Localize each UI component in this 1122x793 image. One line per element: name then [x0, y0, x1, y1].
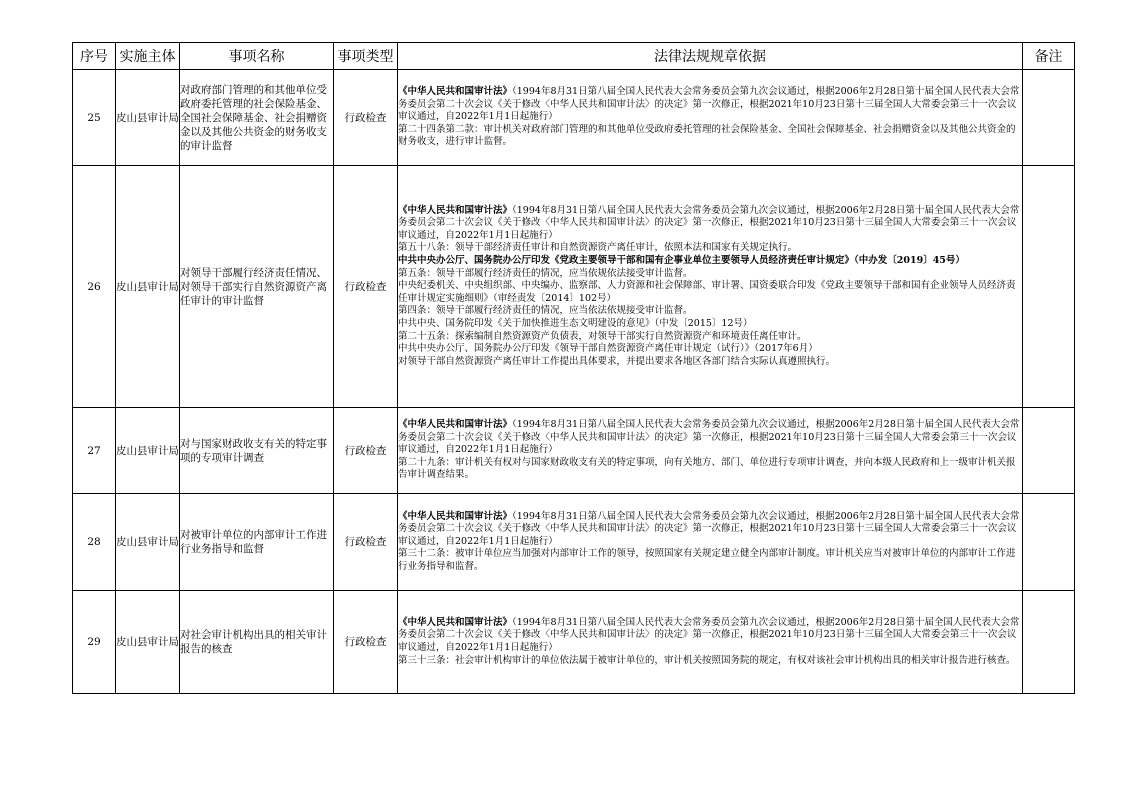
row-body: 皮山县审计局 — [116, 70, 180, 166]
row-basis — [398, 591, 1023, 694]
regulation-title: 中共中央办公厅、国务院办公厅印发《党政主要领导干部和国有企事业单位主要领导人员经济责任审计规定》（中办发〔2019〕45号） — [398, 255, 965, 267]
table-row — [73, 70, 1075, 166]
audit-items-table — [72, 42, 1075, 694]
row-basis — [398, 494, 1023, 591]
row-type: 行政检查 — [334, 408, 398, 494]
law-history: （1994年8月31日第八届全国人民代表大会常务委员会第九次会议通过，根据2006年2月28日第十届全国人民代表大会常务委员会第二十次会议《关于修改〈中华人民共和国审计法〉的决定》第一次修正，根据2021年10月23日第十三届全国人大常委会第三十一次会议审议通过，自2022年1月1日起施行） — [398, 616, 1020, 653]
row-body: 皮山县审计局 — [116, 591, 180, 694]
row-seq: 29 — [73, 591, 116, 694]
header-row — [73, 43, 1075, 70]
law-citation — [398, 419, 1022, 457]
row-seq: 28 — [73, 494, 116, 591]
law-history: （1994年8月31日第八届全国人民代表大会常务委员会第九次会议通过，根据2006年2月28日第十届全国人民代表大会常务委员会第二十次会议《关于修改〈中华人民共和国审计法〉的决定》第一次修正，根据2021年10月23日第十三届全国人大常委会第三十一次会议审议通过，自2022年1月1日起施行） — [398, 204, 1020, 241]
law-title: 《中华人民共和国审计法》 — [398, 419, 513, 431]
law-citation — [398, 617, 1022, 655]
law-citation — [398, 86, 1022, 124]
law-history: （1994年8月31日第八届全国人民代表大会常务委员会第九次会议通过，根据2006年2月28日第十届全国人民代表大会常务委员会第二十次会议《关于修改〈中华人民共和国审计法〉的决定》第一次修正，根据2021年10月23日第十三届全国人大常委会第三十一次会议审议通过，自2022年1月1日起施行） — [398, 86, 1020, 123]
law-citation — [398, 205, 1022, 243]
row-basis — [398, 408, 1023, 494]
row-body: 皮山县审计局 — [116, 166, 180, 408]
row-item-name: 对政府部门管理的和其他单位受政府委托管理的社会保险基金、全国社会保障基金、社会捐赠资金以及其他公共资金的财务收支的审计监督 — [180, 70, 334, 166]
table-row — [73, 494, 1075, 591]
regulation-article: 对领导干部自然资源资产离任审计工作提出具体要求，并提出要求各地区各部门结合实际认真遵照执行。 — [398, 355, 836, 367]
regulation-title: 中央纪委机关、中央组织部、中央编办、监察部、人力资源和社会保障部、审计署、国资委联合印发《党政主要领导干部和国有企业领导人员经济责任审计规定实施细则》（审经责发〔2014〕102号） — [398, 280, 1016, 304]
row-note — [1023, 494, 1075, 591]
table-row — [73, 591, 1075, 694]
law-article: 第三十三条：社会审计机构审计的单位依法属于被审计单位的，审计机关按照国务院的规定，有权对该社会审计机构出具的相关审计报告进行核查。 — [398, 654, 1016, 666]
law-title: 《中华人民共和国审计法》 — [398, 510, 513, 522]
law-title: 《中华人民共和国审计法》 — [398, 86, 513, 98]
row-basis — [398, 70, 1023, 166]
regulation-article: 第四条：领导干部履行经济责任的情况，应当依法依规接受审计监督。 — [398, 305, 693, 317]
row-type: 行政检查 — [334, 70, 398, 166]
row-basis — [398, 166, 1023, 408]
row-note — [1023, 70, 1075, 166]
law-article: 第五十八条：领导干部经济责任审计和自然资源资产离任审计，依照本法和国家有关规定执行。 — [398, 242, 798, 254]
row-note — [1023, 408, 1075, 494]
header-note: 备注 — [1023, 43, 1075, 70]
regulation-article: 第五条：领导干部履行经济责任的情况，应当依规依法接受审计监督。 — [398, 267, 693, 279]
row-body: 皮山县审计局 — [116, 408, 180, 494]
law-article: 第三十二条：被审计单位应当加强对内部审计工作的领导，按照国家有关规定建立健全内部审计制度。审计机关应当对被审计单位的内部审计工作进行业务指导和监督。 — [398, 548, 1016, 572]
regulation-title: 中共中央、国务院印发《关于加快推进生态文明建设的意见》（中发〔2015〕12号） — [398, 317, 753, 329]
row-note — [1023, 591, 1075, 694]
header-body: 实施主体 — [116, 43, 180, 70]
regulation-title: 中共中央办公厅、国务院办公厅印发《领导干部自然资源资产离任审计规定（试行）》（2017年6月） — [398, 343, 818, 355]
law-article: 第二十九条：审计机关有权对与国家财政收支有关的特定事项，向有关地方、部门、单位进行专项审计调查，并向本级人民政府和上一级审计机关报告审计调查结果。 — [398, 456, 1016, 481]
regulation-article: 第二十五条：探索编制自然资源资产负债表，对领导干部实行自然资源资产和环境责任离任审计。 — [398, 330, 807, 342]
row-body: 皮山县审计局 — [116, 494, 180, 591]
row-note — [1023, 166, 1075, 408]
law-citation — [398, 511, 1022, 549]
law-article: 第二十四条第二款：审计机关对政府部门管理的和其他单位受政府委托管理的社会保险基金、全国社会保障基金、社会捐赠资金以及其他公共资金的财务收支，进行审计监督。 — [398, 123, 1016, 148]
header-seq: 序号 — [73, 43, 116, 70]
row-type: 行政检查 — [334, 494, 398, 591]
law-history: （1994年8月31日第八届全国人民代表大会常务委员会第九次会议通过，根据2006年2月28日第十届全国人民代表大会常务委员会第二十次会议《关于修改〈中华人民共和国审计法〉的决定》第一次修正，根据2021年10月23日第十三届全国人大常委会第三十一次会议审议通过，自2022年1月1日起施行） — [398, 419, 1020, 456]
header-basis: 法律法规规章依据 — [398, 43, 1023, 70]
law-title: 《中华人民共和国审计法》 — [398, 616, 513, 628]
table-row — [73, 408, 1075, 494]
row-item-name: 对与国家财政收支有关的特定事项的专项审计调查 — [180, 408, 334, 494]
row-item-name: 对被审计单位的内部审计工作进行业务指导和监督 — [180, 494, 334, 591]
law-history: （1994年8月31日第八届全国人民代表大会常务委员会第九次会议通过，根据2006年2月28日第十届全国人民代表大会常务委员会第二十次会议《关于修改〈中华人民共和国审计法〉的决定》第一次修正，根据2021年10月23日第十三届全国人大常委会第三十一次会议审议通过，自2022年1月1日起施行） — [398, 510, 1020, 547]
row-seq: 26 — [73, 166, 116, 408]
law-title: 《中华人民共和国审计法》 — [398, 204, 513, 216]
table-row — [73, 166, 1075, 408]
row-seq: 25 — [73, 70, 116, 166]
row-item-name: 对领导干部履行经济责任情况、对领导干部实行自然资源资产离任审计的审计监督 — [180, 166, 334, 408]
row-type: 行政检查 — [334, 166, 398, 408]
header-type: 事项类型 — [334, 43, 398, 70]
header-name: 事项名称 — [180, 43, 334, 70]
row-seq: 27 — [73, 408, 116, 494]
row-item-name: 对社会审计机构出具的相关审计报告的核查 — [180, 591, 334, 694]
row-type: 行政检查 — [334, 591, 398, 694]
